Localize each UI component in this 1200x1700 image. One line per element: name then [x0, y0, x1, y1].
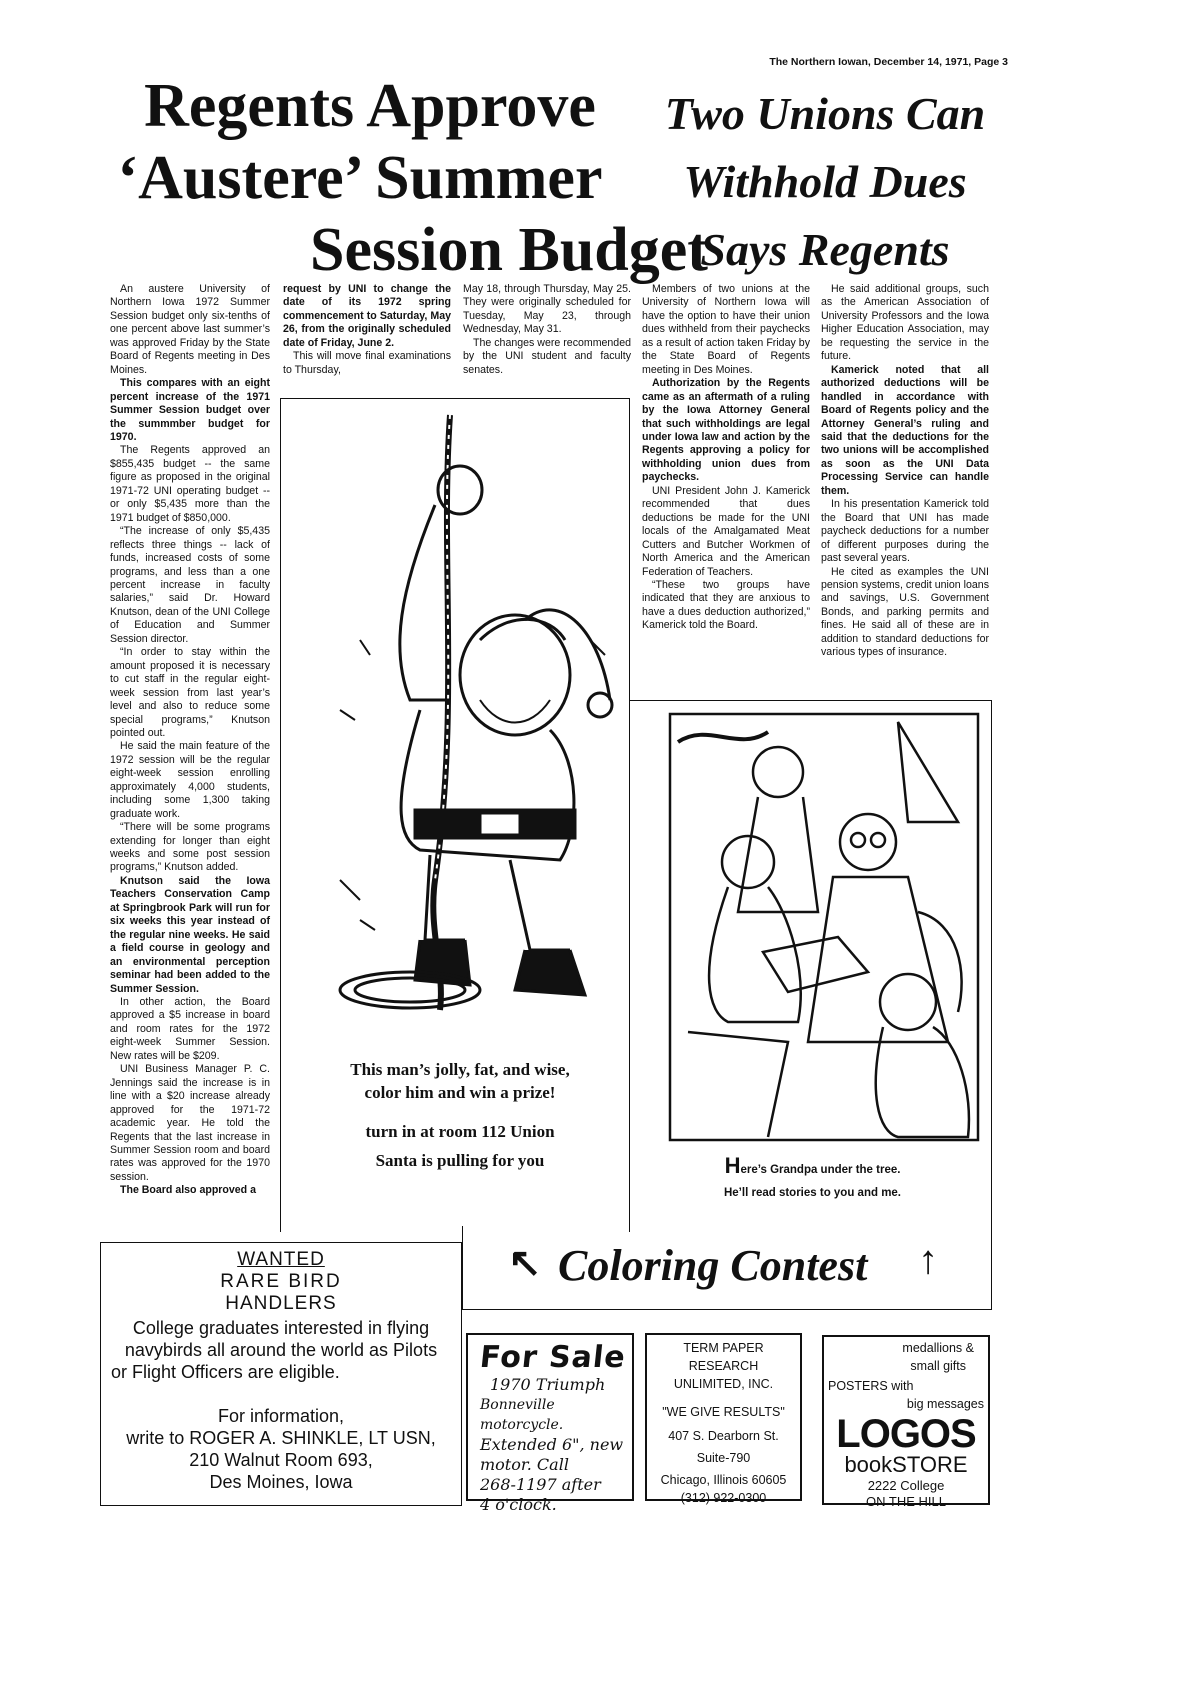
article-paragraph: Knutson said the Iowa Teachers Conservation Camp at Springbrook Park will run for six weeks this year instead of the regular nine weeks. He said a field course in geology and an environmental perception seminar had been added to the Summer Session.: [110, 874, 270, 995]
santa-caption-line: turn in at room 112 Union: [365, 1122, 555, 1141]
article-paragraph: This will move final examinations to Thursday,: [283, 350, 451, 376]
article-paragraph: In other action, the Board approved a $5 increase in board and room rates for the 1972 eight-week Summer Session. New rates will be $209.: [110, 996, 270, 1062]
santa-illustration: [300, 410, 620, 1050]
ad-wanted-navy: [100, 1242, 462, 1506]
headline-regents-budget: [100, 70, 708, 286]
ad-line: UNLIMITED, INC.: [673, 1377, 774, 1391]
article-paragraph: An austere University of Northern Iowa 1972 Summer Session budget only six-tenths of one percent above last summer’s was approved Friday by the State Board of Regents meeting in Des Moines.: [110, 283, 270, 376]
ad-line: For information,: [217, 1406, 345, 1426]
coloring-contest-banner: [462, 1226, 992, 1310]
article-column-1: [110, 283, 270, 1198]
ad-line: medallions &: [902, 1341, 974, 1355]
ad-line: 2222 College: [867, 1478, 945, 1493]
article-paragraph: Members of two unions at the University of Northern Iowa will have the option to have their union dues withheld from their paychecks as a result of action taken Friday by the State Board of Regents meeting in Des Moines.: [642, 283, 810, 376]
ad-line: big messages: [906, 1397, 984, 1411]
article-column-2: [283, 283, 451, 377]
headline-line: ‘Austere’ Summer: [117, 144, 603, 212]
arrow-up-icon: ↑: [918, 1238, 938, 1282]
ad-wanted-title: WANTED: [237, 1249, 325, 1270]
ad-line: 4 o'clock.: [480, 1495, 557, 1514]
santa-caption: [310, 1058, 610, 1172]
ad-line: 268-1197 after: [480, 1475, 601, 1494]
santa-caption-line: Santa is pulling for you: [375, 1151, 545, 1170]
ad-term-paper: [645, 1333, 802, 1505]
grandpa-caption-text: ere’s Grandpa under the tree.: [740, 1164, 901, 1176]
article-paragraph: UNI President John J. Kamerick recommended that dues deductions be made for the UNI locals of the Amalgamated Meat Cutters and Butcher Workmen of North America and the American Federation of Teachers.: [642, 484, 810, 578]
article-paragraph: He said the main feature of the 1972 session will be the regular eight-week session enrolling approximately 4,000 students, including some 1,300 taking graduate work.: [110, 740, 270, 820]
logos-brand-sub: bookSTORE: [844, 1452, 968, 1477]
article-paragraph: May 18, through Thursday, May 25. They were originally scheduled for Tuesday, May 23, through Wednesday, May 31.: [463, 283, 631, 336]
coloring-contest-title: Coloring Contest: [558, 1241, 868, 1290]
ad-line: or Flight Officers are eligible.: [111, 1362, 340, 1382]
article-paragraph: Authorization by the Regents came as an aftermath of a ruling by the Iowa Attorney General that such withholdings are legal under Iowa law and action by the Regents approving a policy for withholding union dues from paychecks.: [642, 377, 810, 484]
article-paragraph: “The increase of only $5,435 reflects three things -- lack of funds, increased costs of some programs, and less than a one percent increase in faculty salaries,” said Dr. Howard Knutson, dean of the UNI College of Education and Summer Session director.: [110, 525, 270, 645]
ad-line: 407 S. Dearborn St.: [668, 1429, 779, 1443]
article-paragraph: “There will be some programs extending for longer than eight weeks and some post session programs,” Knutson added.: [110, 821, 270, 874]
article-paragraph: Kamerick noted that all authorized deductions will be handled in accordance with Board of Regents policy and the Attorney General’s ruling and said that the deductions for the two unions will be accomplished as soon as the UNI Data Processing Service can handle them.: [821, 363, 989, 497]
article-column-3: [463, 283, 631, 377]
page-folio: The Northern Iowan, December 14, 1971, Page 3: [769, 56, 1008, 68]
headline-line: Two Unions Can: [664, 88, 986, 139]
ad-line: small gifts: [910, 1359, 966, 1373]
ad-line: Des Moines, Iowa: [209, 1472, 353, 1492]
ad-line: motor. Call: [480, 1455, 569, 1474]
ad-line: Extended 6", new: [480, 1435, 624, 1454]
ad-line: ON THE HILL: [866, 1494, 946, 1509]
ad-wanted-line: RARE BIRD: [220, 1271, 342, 1292]
headline-two-unions: [640, 80, 1010, 284]
article-paragraph: request by UNI to change the date of its 1972 spring commencement to Saturday, May 26, from the originally scheduled date of Friday, June 2.: [283, 283, 451, 349]
ad-for-sale-body: [480, 1375, 632, 1515]
ad-for-sale: [466, 1333, 634, 1514]
santa-caption-line: color him and win a prize!: [364, 1083, 556, 1102]
article-paragraph: The Board also approved a: [120, 1184, 256, 1197]
headline-line: Session Budget: [310, 216, 708, 284]
headline-line: Says Regents: [700, 224, 950, 275]
ad-wanted-info: [101, 1405, 461, 1493]
article-paragraph: The Regents approved an $855,435 budget -- the same figure as proposed in the original 1971-72 UNI operating budget -- or only $5,435 more than the 1971 budget of $850,000.: [110, 444, 270, 524]
ad-line: College graduates interested in flying: [132, 1318, 430, 1338]
grandpa-caption-line: [640, 1153, 985, 1179]
article-paragraph: He said additional groups, such as the American Association of University Professors and the Iowa Higher Education Association, may be requesting the service in the future.: [821, 283, 989, 363]
ad-line: navybirds all around the world as Pilots: [124, 1340, 438, 1360]
ad-wanted-body: [101, 1317, 461, 1383]
article-paragraph: The changes were recommended by the UNI student and faculty senates.: [463, 336, 631, 376]
article-paragraph: UNI Business Manager P. C. Jennings said the increase is in line with a $20 increase already approved for the 1971-72 academic year. He told the Regents that the last increase in Summer Session room and board rates was approved for the 1970 session.: [110, 1063, 270, 1183]
ad-line: 1970 Triumph: [490, 1375, 606, 1394]
ad-logos-bookstore: [822, 1335, 990, 1509]
ad-wanted-line: HANDLERS: [225, 1293, 337, 1314]
ad-line: 210 Walnut Room 693,: [189, 1450, 373, 1470]
headline-line: Regents Approve: [144, 72, 596, 140]
article-paragraph: He cited as examples the UNI pension systems, credit union loans and savings, U.S. Government Bonds, and parking permits and fines. He said all of these are in addition to standard deductions for various types of insurance.: [821, 565, 989, 659]
ad-line: POSTERS with: [828, 1379, 914, 1393]
article-paragraph: “In order to stay within the amount proposed it is necessary to cut staff in the regular eight-week session from last year’s level and also to reduce some special programs,” Knutson pointed out.: [110, 646, 270, 739]
article-paragraph: “These two groups have indicated that they are anxious to have a dues deduction authorized,” Kamerick told the Board.: [642, 578, 810, 632]
ad-line: TERM PAPER RESEARCH: [683, 1341, 764, 1373]
ad-line: Chicago, Illinois 60605: [660, 1473, 787, 1487]
arrow-up-left-icon: ↖: [508, 1241, 542, 1285]
article-column-4: [642, 283, 810, 633]
drop-initial: H: [724, 1153, 741, 1178]
ad-line: (312) 922-0300: [680, 1491, 767, 1505]
santa-caption-line: This man’s jolly, fat, and wise,: [350, 1060, 570, 1079]
logos-brand-logo: LOGOS: [836, 1412, 976, 1456]
headline-line: Withhold Dues: [683, 156, 967, 207]
grandpa-caption: [640, 1153, 985, 1199]
article-paragraph: In his presentation Kamerick told the Board that UNI has made paycheck deductions for a number of different purposes during the past several years.: [821, 498, 989, 565]
ad-line: Suite-790: [696, 1451, 751, 1465]
ad-line: write to ROGER A. SHINKLE, LT USN,: [126, 1428, 436, 1448]
ad-line: Bonneville motorcycle.: [480, 1397, 564, 1433]
grandpa-illustration: [668, 712, 980, 1142]
article-column-5: [821, 283, 989, 660]
ad-for-sale-title: For Sale: [478, 1340, 628, 1375]
ad-line: "WE GIVE RESULTS": [662, 1405, 785, 1419]
article-paragraph: This compares with an eight percent increase of the 1971 Summer Session budget over the summmber budget for 1970.: [110, 377, 270, 443]
grandpa-caption-line: He’ll read stories to you and me.: [723, 1187, 902, 1199]
